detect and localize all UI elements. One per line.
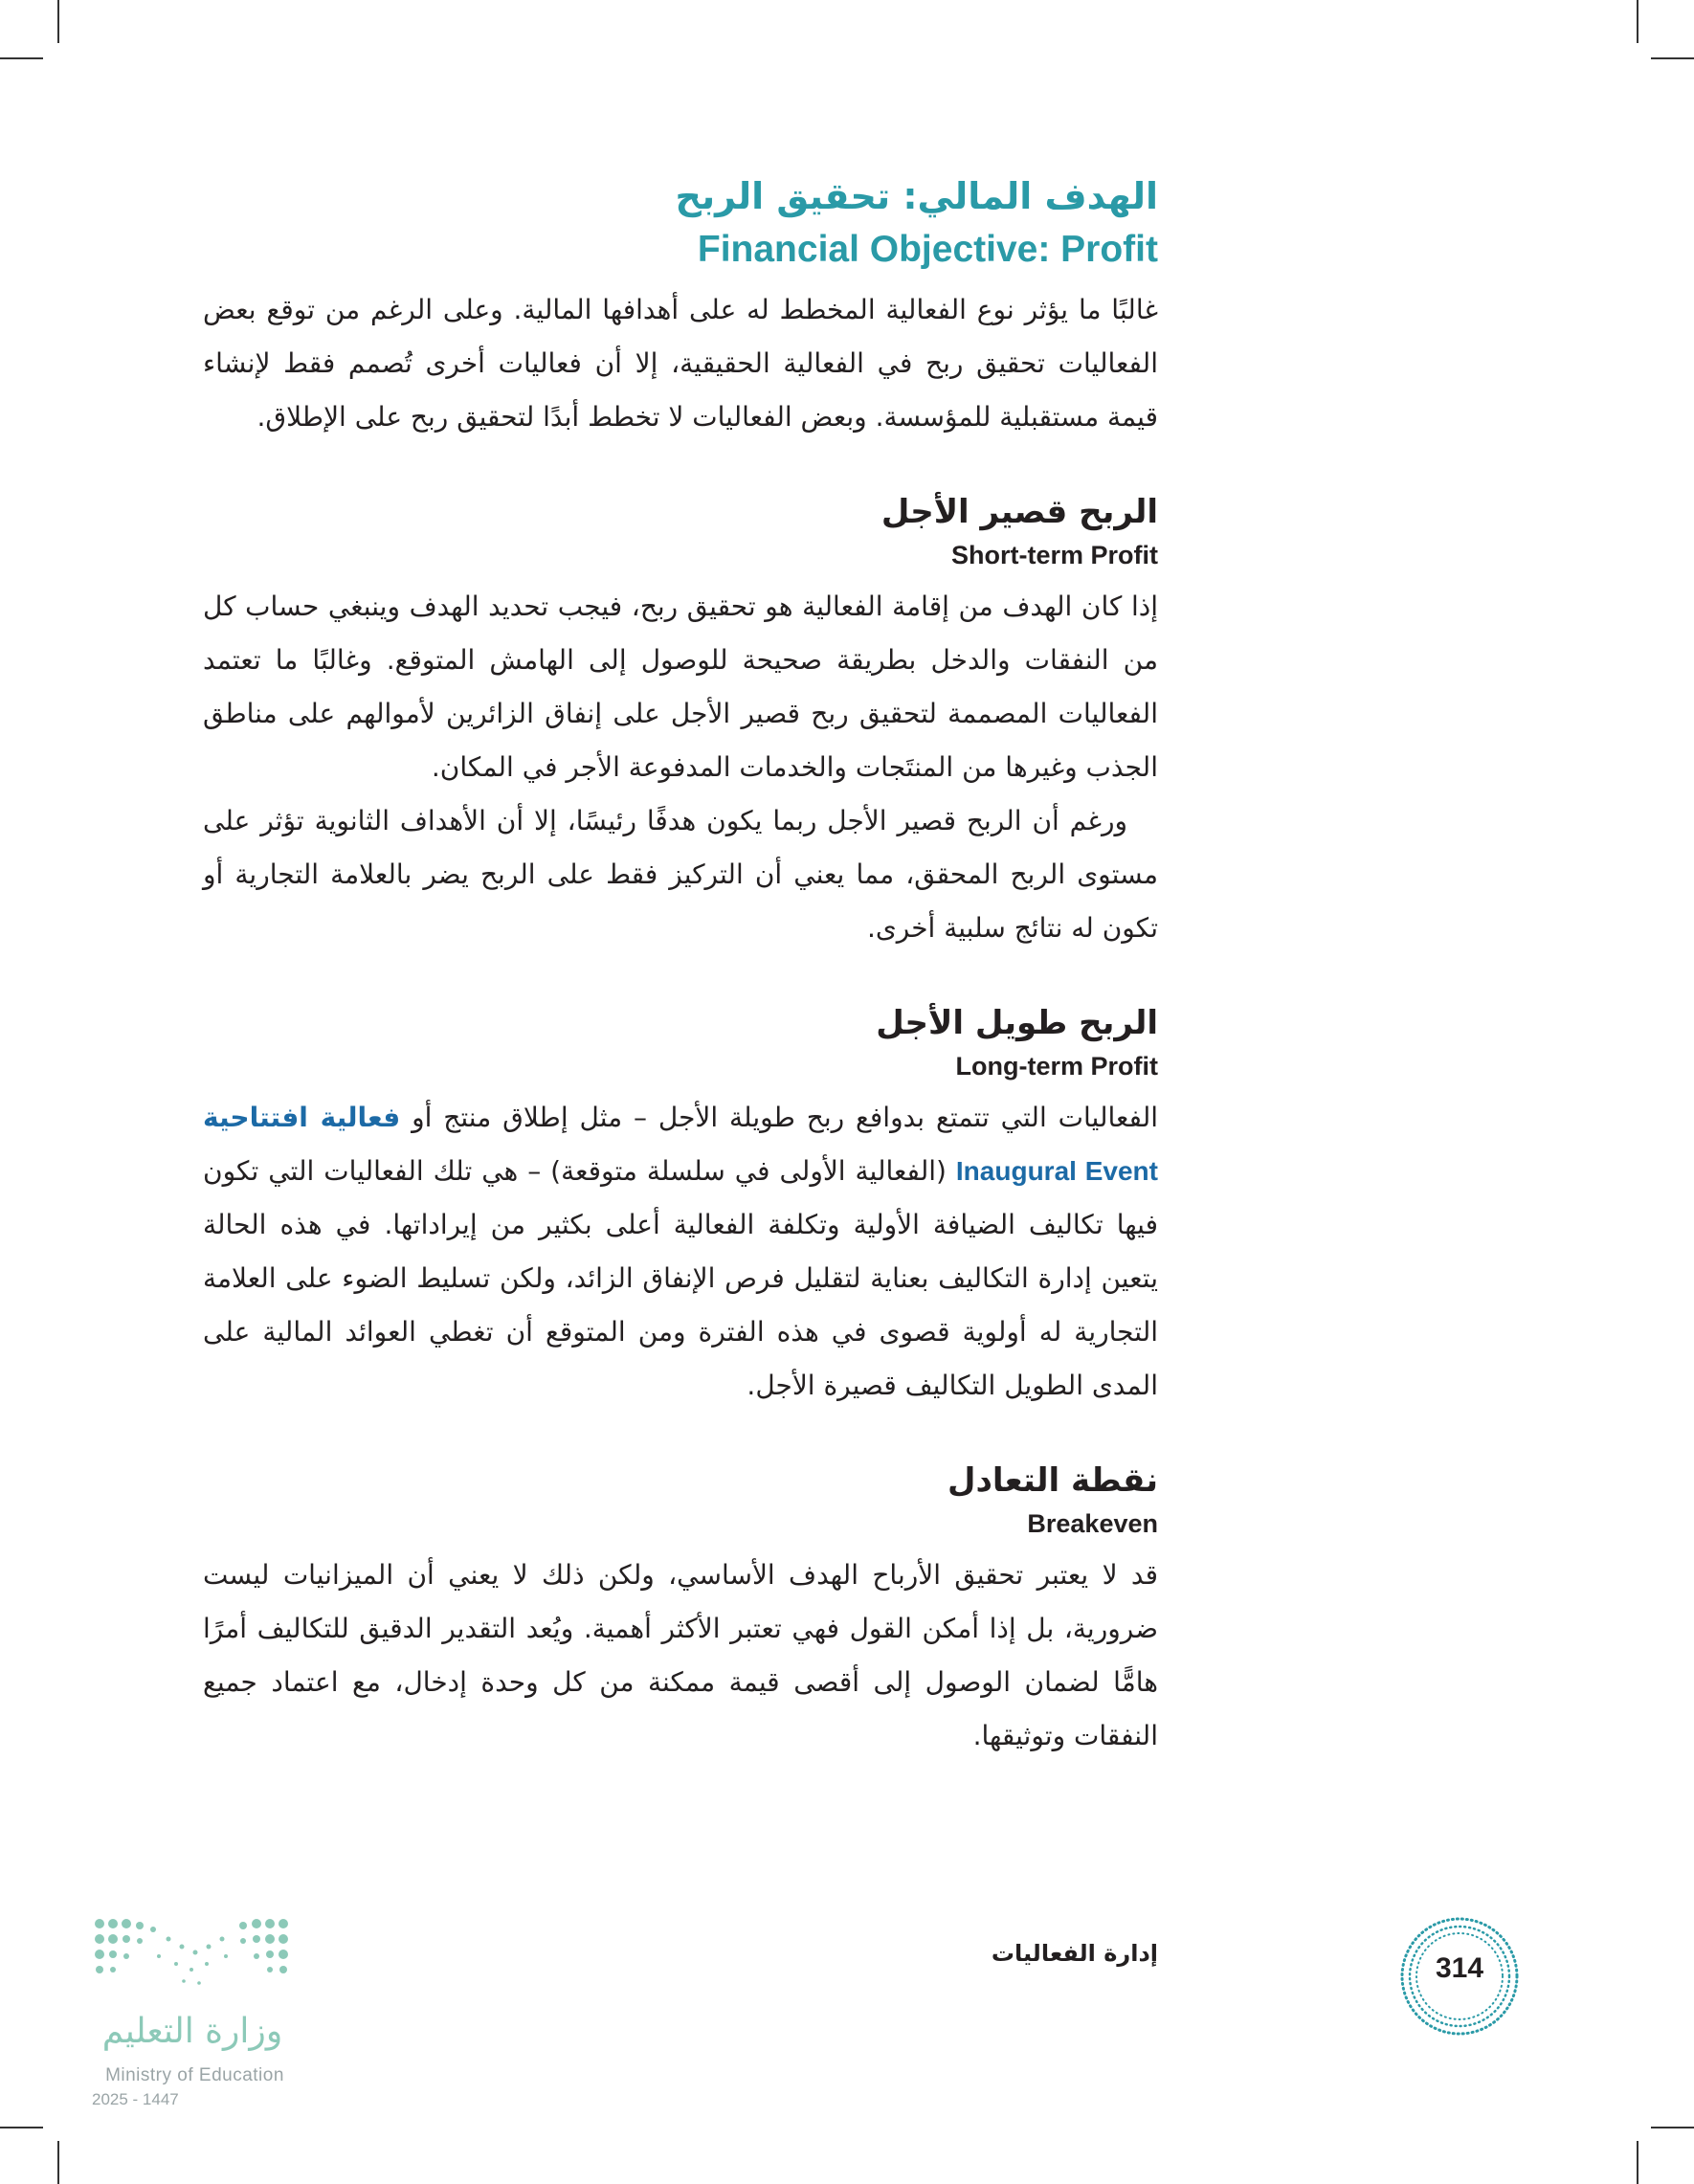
ministry-logo	[92, 1914, 312, 2163]
crop-mark	[1637, 2141, 1638, 2184]
logo-dots-icon	[92, 1914, 302, 2010]
page-number-badge	[1397, 1914, 1522, 2039]
book-title: إدارة الفعاليات	[991, 1940, 1158, 1967]
key-term-en: Inaugural Event	[955, 1156, 1158, 1186]
intro-paragraph: غالبًا ما يؤثر نوع الفعالية المخطط له على أهدافها المالية. وعلى الرغم من توقع بعض الفعاليات تحقيق ربح في الفعالية الحقيقية، إلا أن فعاليات أخرى تُصمم فقط لإنشاء قيمة مستقبلية للمؤسسة. وبعض الفعاليات لا تخطط أبدًا لتحقيق ربح على الإطلاق.	[203, 294, 1158, 433]
crop-mark	[1651, 57, 1694, 59]
crop-mark	[57, 0, 59, 43]
short-term-title-ar: الربح قصير الأجل	[880, 493, 1158, 531]
crop-mark	[1637, 0, 1638, 43]
short-term-paragraph-1: إذا كان الهدف من إقامة الفعالية هو تحقيق ربح، فيجب تحديد الهدف وينبغي حساب كل من النفقات والدخل بطريقة صحيحة للوصول إلى الهامش المتوقع. وغالبًا ما تعتمد الفعاليات المصممة لتحقيق ربح قصير الأجل على إنفاق الزائرين لأموالهم على مناطق الجذب وغيرها من المنتَجات والخدمات المدفوعة الأجر في المكان.	[203, 591, 1158, 783]
short-term-paragraph-2: ورغم أن الربح قصير الأجل ربما يكون هدفًا رئيسًا، إلا أن الأهداف الثانوية تؤثر على مستوى الربح المحقق، مما يعني أن التركيز فقط على الربح يضر بالعلامة التجارية أو تكون له نتائج سلبية أخرى.	[203, 805, 1158, 944]
crop-mark	[0, 2127, 43, 2128]
ministry-name-ar: وزارة التعليم	[101, 2012, 283, 2051]
key-term-ar: فعالية افتتاحية	[203, 1102, 401, 1133]
crop-mark	[1651, 2127, 1694, 2128]
short-term-section	[203, 488, 1158, 955]
breakeven-paragraph: قد لا يعتبر تحقيق الأرباح الهدف الأساسي، ولكن ذلك لا يعني أن الميزانيات ليست ضرورية، بل إذا أمكن القول فهي تعتبر الأكثر أهمية. ويُعد التقدير الدقيق للتكاليف أمرًا هامًّا لضمان الوصول إلى أقصى قيمة ممكنة من كل وحدة إدخال، مع اعتماد جميع النفقات وتوثيقها.	[203, 1559, 1158, 1751]
long-term-paragraph	[203, 1091, 1158, 1413]
breakeven-title-ar: نقطة التعادل	[947, 1461, 1158, 1500]
crop-mark	[57, 2141, 59, 2184]
edition-year: 2025 - 1447	[92, 2090, 179, 2108]
breakeven-title-en: Breakeven	[1027, 1509, 1158, 1538]
page-number: 314	[1435, 1952, 1484, 1984]
long-term-text-end: (الفعالية الأولى في سلسلة متوقعة) – هي تلك الفعاليات التي تكون فيها تكاليف الضيافة الأولية وتكلفة الفعالية أعلى بكثير من إيراداتها. في هذه الحالة يتعين إدارة التكاليف بعناية لتقليل فرص الإنفاق الزائد، ولكن تسليط الضوء على العلامة التجارية له أولوية قصوى في هذه الفترة ومن المتوقع أن تغطي العوائد المالية على المدى الطويل التكاليف قصيرة الأجل.	[203, 1155, 1158, 1401]
crop-mark	[0, 57, 43, 59]
long-term-text-start: الفعاليات التي تتمتع بدوافع ربح طويلة الأجل – مثل إطلاق منتج أو	[400, 1102, 1158, 1133]
section-title-ar: الهدف المالي: تحقيق الربح	[675, 175, 1158, 217]
long-term-section	[203, 999, 1158, 1413]
long-term-title-ar: الربح طويل الأجل	[876, 1004, 1158, 1042]
breakeven-section	[203, 1457, 1158, 1763]
long-term-title-en: Long-term Profit	[955, 1052, 1158, 1081]
ministry-name-en: Ministry of Education	[105, 2065, 284, 2085]
short-term-title-en: Short-term Profit	[951, 541, 1158, 569]
page-content	[203, 153, 1158, 1763]
section-title-en: Financial Objective: Profit	[697, 229, 1158, 270]
